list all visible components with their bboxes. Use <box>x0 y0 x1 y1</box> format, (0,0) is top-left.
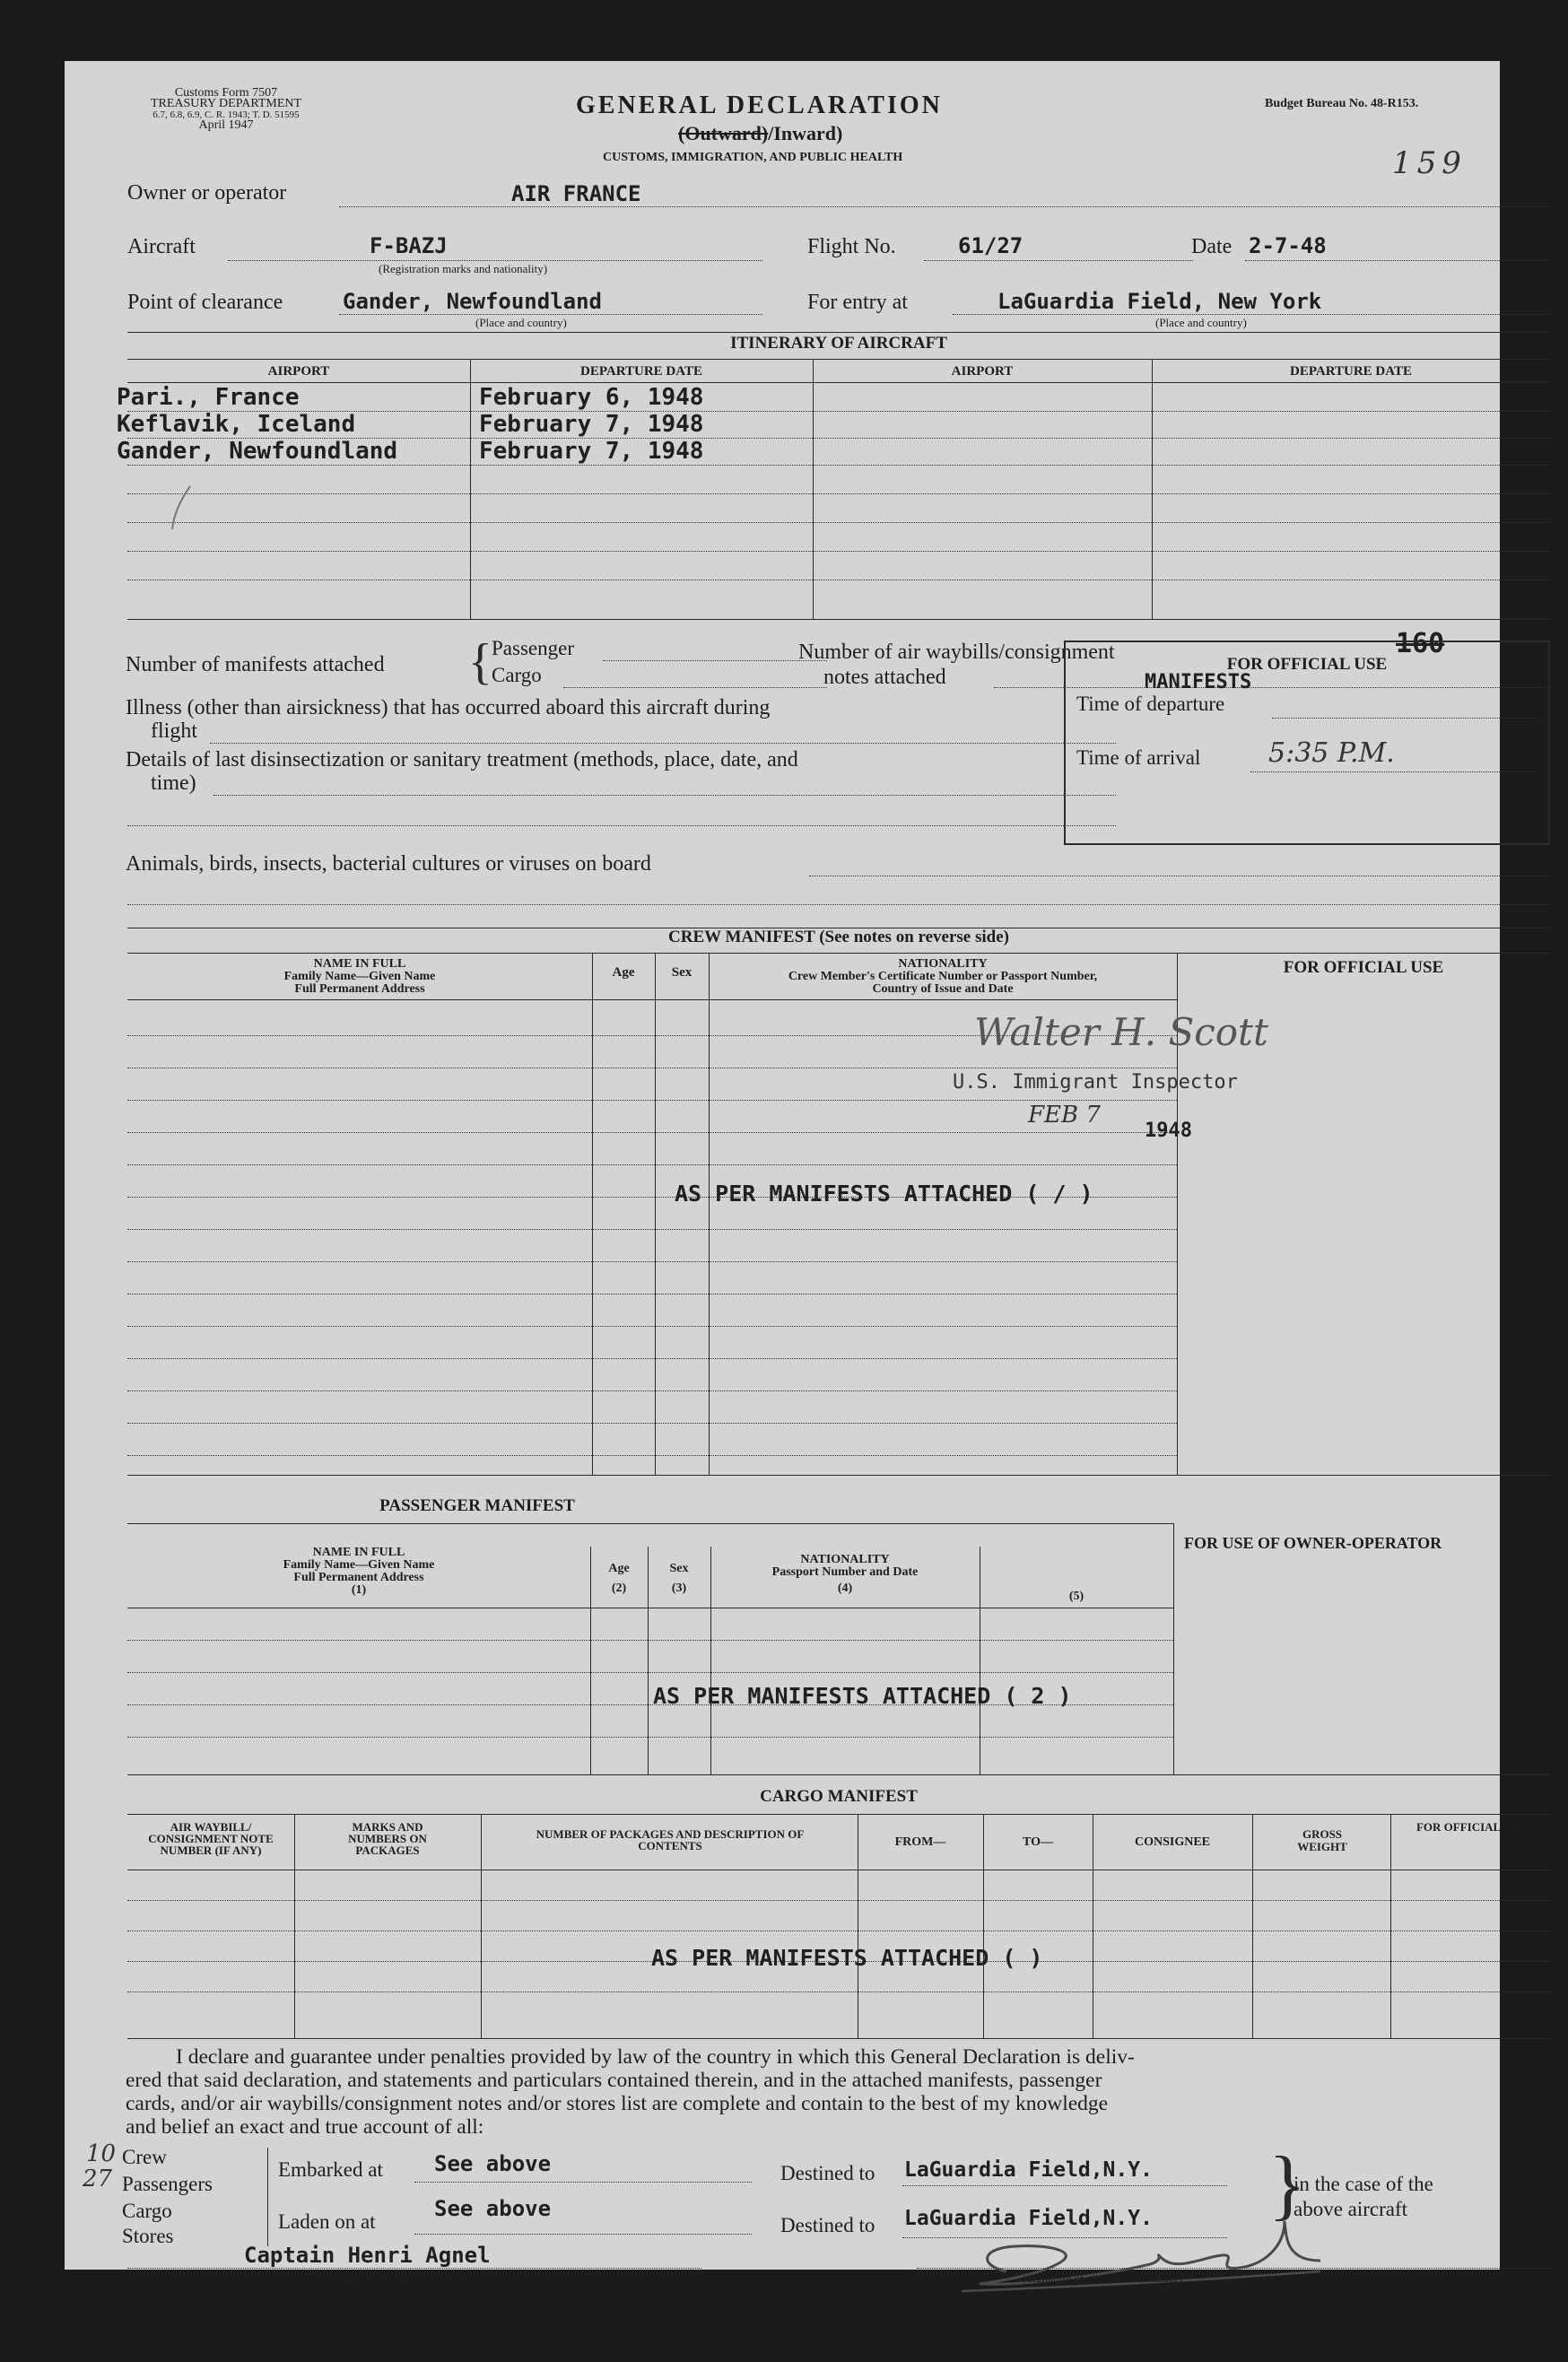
signature-caption: (Signature of aircraft commander) <box>1023 2271 1182 2285</box>
itinerary-header: AIRPORT <box>951 364 1014 379</box>
clearance-caption: (Place and country) <box>475 316 567 329</box>
itinerary-date: February 7, 1948 <box>479 438 704 465</box>
stamp-year: 1948 <box>1145 1120 1192 1142</box>
passenger-bottom-rule <box>127 1774 1550 1775</box>
cargo-title: CARGO MANIFEST <box>760 1787 918 1806</box>
crew-nat-header-line: Crew Member's Certificate Number or Passport Number, <box>788 970 1098 983</box>
counts-bracket <box>267 2148 268 2246</box>
declaration-text: I declare and guarantee under penalties provided by law of the country in which this General Declaration is deliv- <box>176 2045 1135 2069</box>
cargo-header: MARKS AND NUMBERS ON PACKAGES <box>348 1820 427 1857</box>
crew-row-rule <box>127 1100 1177 1101</box>
passenger-divider <box>1173 1523 1174 1774</box>
itinerary-bottom-rule <box>127 619 1550 620</box>
crew-label: Crew <box>122 2146 167 2168</box>
cargo-header: CONSIGNEE <box>1134 1835 1211 1849</box>
itinerary-row-rule <box>127 551 1550 552</box>
cargo-bottom-rule <box>127 2038 1550 2039</box>
passenger-nationality-header <box>710 1554 980 1595</box>
struck-number: 160 <box>1396 628 1445 659</box>
aircraft-caption: (Registration marks and nationality) <box>379 262 548 275</box>
itinerary-airport: Keflavik, Iceland <box>117 411 356 438</box>
owner-operator-header: FOR USE OF OWNER-OPERATOR <box>1184 1534 1442 1552</box>
destined-label: Destined to <box>780 2214 875 2236</box>
destined-value: LaGuardia Field,N.Y. <box>904 2207 1153 2230</box>
passenger-row-rule <box>127 1640 1173 1641</box>
passenger-count: 27 <box>83 2166 113 2192</box>
crew-columns-rule <box>127 999 1177 1000</box>
crew-nat-header-line: Country of Issue and Date <box>872 982 1014 996</box>
cargo-divider <box>481 1814 482 2038</box>
aircraft-value: F-BAZJ <box>370 233 448 258</box>
stamp-date: FEB 7 <box>1028 1102 1101 1129</box>
crew-row-rule <box>127 1326 1177 1327</box>
crew-row-rule <box>127 1261 1177 1262</box>
flight-line <box>924 260 1193 261</box>
arrival-line <box>1250 771 1538 772</box>
itinerary-date: February 7, 1948 <box>479 411 704 438</box>
flight-value: 61/27 <box>958 233 1024 258</box>
passenger-header-rule <box>127 1523 1173 1524</box>
crew-nationality-header <box>709 958 1177 996</box>
itinerary-row-rule <box>127 465 1550 466</box>
entry-caption: (Place and country) <box>1155 316 1247 329</box>
itinerary-title: ITINERARY OF AIRCRAFT <box>730 334 947 353</box>
destined-line <box>902 2185 1227 2186</box>
declaration-text: ered that said declaration, and statements and particulars contained therein, and in the attached manifests, passenger <box>126 2069 1102 2092</box>
inspector-signature: Walter H. Scott <box>974 1010 1268 1054</box>
passenger-age-header <box>590 1559 648 1599</box>
cargo-divider <box>294 1814 295 2038</box>
animals-question: Animals, birds, insects, bacterial cultures or viruses on board <box>126 852 651 876</box>
entry-value: LaGuardia Field, New York <box>997 289 1322 314</box>
disinsect-line <box>213 795 1116 796</box>
date-value: 2-7-48 <box>1249 233 1327 258</box>
passenger-name-header <box>127 1547 590 1597</box>
passenger-row-rule <box>127 1737 1173 1738</box>
crew-bottom-rule <box>127 1475 1550 1476</box>
cargo-header: FOR OFFICIAL USE <box>1416 1820 1527 1834</box>
declaration-text: and belief an exact and true account of all: <box>126 2115 484 2139</box>
destined-value: LaGuardia Field,N.Y. <box>904 2158 1153 2182</box>
laden-line <box>414 2234 752 2235</box>
itinerary-airport: Gander, Newfoundland <box>117 438 398 465</box>
crew-divider <box>709 953 710 1475</box>
page-number: 159 <box>1392 145 1467 181</box>
manifests-brace: { <box>468 634 492 690</box>
destination-brace: } <box>1268 2141 1307 2228</box>
cargo-header: FROM— <box>894 1835 946 1849</box>
cargo-divider <box>1390 1814 1391 2038</box>
date-line <box>1245 260 1550 261</box>
crew-row-rule <box>127 1229 1177 1230</box>
crew-row-rule <box>127 1455 1177 1456</box>
crew-header-rule <box>127 953 1550 954</box>
crew-divider <box>592 953 593 1475</box>
crew-name-header <box>127 958 592 996</box>
case-note: in the case of the <box>1294 2173 1433 2195</box>
crew-note: (See notes on reverse side) <box>819 928 1009 946</box>
itinerary-header: DEPARTURE DATE <box>579 364 702 379</box>
embarked-value: See above <box>434 2151 552 2176</box>
form-subtitle <box>678 122 842 145</box>
crew-row-rule <box>127 1164 1177 1165</box>
cargo-per-manifests: AS PER MANIFESTS ATTACHED ( ) <box>651 1945 1043 1971</box>
departure-line <box>1272 718 1538 719</box>
entry-line <box>953 314 1550 315</box>
arrival-time: 5:35 P.M. <box>1268 737 1395 769</box>
passenger-sex-header <box>648 1559 710 1599</box>
declaration-text: cards, and/or air waybills/consignment notes and/or stores list are complete and contain to the best of my knowledge <box>126 2092 1109 2115</box>
passenger-nat-header-line: Passport Number and Date <box>771 1565 919 1579</box>
itinerary-top-rule <box>127 332 1550 333</box>
cargo-header: AIR WAYBILL/ CONSIGNMENT NOTE NUMBER (IF ANY) <box>148 1820 274 1857</box>
subtitle-struck: (Outward) <box>678 122 769 144</box>
passenger-label: Passenger <box>492 637 574 659</box>
departure-label: Time of departure <box>1076 693 1225 715</box>
itinerary-header: AIRPORT <box>267 364 330 379</box>
form-title: GENERAL DECLARATION <box>576 92 943 119</box>
passenger-title: PASSENGER MANIFEST <box>379 1496 575 1515</box>
cargo-line <box>563 687 827 688</box>
illness-question: flight <box>151 719 197 743</box>
animals-line <box>127 904 1550 905</box>
disinsect-question: time) <box>151 771 196 795</box>
cargo-divider <box>1252 1814 1253 2038</box>
budget-number: Budget Bureau No. 48-R153. <box>1265 97 1419 110</box>
itinerary-date: February 6, 1948 <box>479 384 704 411</box>
crew-sex-header: Sex <box>671 965 693 980</box>
waybills-label: notes attached <box>823 666 946 689</box>
commander-caption: (Name of aircraft commander) <box>332 2271 475 2285</box>
subtitle-rest: /Inward) <box>768 122 843 144</box>
crew-official-header: FOR OFFICIAL USE <box>1283 958 1444 977</box>
declaration-form <box>65 61 1527 2285</box>
disinsect-line <box>127 825 1116 826</box>
form-line: Customs Form 7507 <box>174 86 278 100</box>
itinerary-header-rule <box>127 359 1550 360</box>
official-use-title: FOR OFFICIAL USE <box>1226 655 1388 674</box>
passengers-label: Passengers <box>122 2173 213 2195</box>
form-line: 6.7, 6.8, 6.9, C. R. 1943; T. D. 51595 <box>152 109 300 120</box>
itinerary-row-rule <box>127 382 1550 383</box>
form-subheading: CUSTOMS, IMMIGRATION, AND PUBLIC HEALTH <box>603 151 903 164</box>
illness-line <box>210 743 1116 744</box>
owner-label: Owner or operator <box>127 181 287 205</box>
form-line: April 1947 <box>198 118 254 132</box>
case-note: above aircraft <box>1294 2198 1408 2220</box>
passenger-sex-label: Sex <box>669 1562 689 1575</box>
cargo-header: GROSS WEIGHT <box>1297 1827 1347 1853</box>
itinerary-row-rule <box>127 493 1550 494</box>
manifests-stamp: MANIFESTS <box>1145 671 1252 693</box>
owner-value: AIR FRANCE <box>511 181 641 206</box>
form-line: TREASURY DEPARTMENT <box>150 97 302 110</box>
passenger-line <box>603 660 827 661</box>
passenger-row-rule <box>127 1672 1173 1673</box>
aircraft-label: Aircraft <box>127 235 196 258</box>
commander-line <box>127 2268 701 2269</box>
passenger-name-header-line: NAME IN FULL <box>312 1546 405 1559</box>
arrival-label: Time of arrival <box>1076 746 1201 769</box>
crew-row-rule <box>127 1390 1177 1391</box>
crew-divider <box>655 953 656 1475</box>
crew-row-rule <box>127 1132 1177 1133</box>
crew-per-manifests: AS PER MANIFESTS ATTACHED ( / ) <box>675 1181 1093 1207</box>
cargo-header: NUMBER OF PACKAGES AND DESCRIPTION OF CONTENTS <box>536 1827 805 1852</box>
manifests-label: Number of manifests attached <box>126 653 385 676</box>
embarked-label: Embarked at <box>278 2158 383 2181</box>
passenger-per-manifests: AS PER MANIFESTS ATTACHED ( 2 ) <box>653 1683 1072 1709</box>
aircraft-line <box>228 260 762 261</box>
laden-label: Laden on at <box>278 2210 376 2233</box>
destined-label: Destined to <box>780 2162 875 2184</box>
passenger-name-header-line: Family Name—Given Name <box>283 1558 435 1572</box>
flight-label: Flight No. <box>807 235 896 258</box>
commander-name: Captain Henri Agnel <box>244 2243 491 2268</box>
disinsect-question: Details of last disinsectization or sanitary treatment (methods, place, date, and <box>126 748 798 771</box>
clearance-line <box>339 314 762 315</box>
print-code: c6—16—52255-1 <box>1353 2271 1425 2282</box>
illness-question: Illness (other than airsickness) that has occurred aboard this aircraft during <box>126 696 771 719</box>
official-use-box <box>1064 641 1550 845</box>
pencil-mark <box>163 483 199 533</box>
crew-nat-header-line: NATIONALITY <box>898 957 988 971</box>
passenger-col5-header: (5) <box>1068 1590 1085 1603</box>
crew-name-header-line: Family Name—Given Name <box>283 970 436 983</box>
crew-row-rule <box>127 1423 1177 1424</box>
crew-age-header: Age <box>612 965 635 980</box>
passenger-age-label: Age <box>608 1562 630 1575</box>
itinerary-airport: Pari., France <box>117 384 300 411</box>
stores-label: Stores <box>122 2225 174 2247</box>
cargo-header: TO— <box>1023 1835 1053 1849</box>
embarked-line <box>414 2182 752 2183</box>
laden-value: See above <box>434 2196 552 2221</box>
passenger-age-number: (2) <box>611 1582 627 1595</box>
crew-name-header-line: Full Permanent Address <box>294 982 425 996</box>
form-number <box>109 88 343 131</box>
date-label: Date <box>1191 235 1233 258</box>
itinerary-header: DEPARTURE DATE <box>1289 364 1412 379</box>
cargo-header-rule <box>127 1814 1550 1815</box>
itinerary-row-rule <box>127 522 1550 523</box>
passenger-name-header-line: (1) <box>351 1583 367 1597</box>
passenger-sex-number: (3) <box>671 1582 687 1595</box>
crew-title-text: CREW MANIFEST <box>668 928 815 946</box>
entry-label: For entry at <box>807 291 908 314</box>
crew-name-header-line: NAME IN FULL <box>313 957 406 971</box>
passenger-nat-header-line: (4) <box>837 1582 853 1595</box>
passenger-nat-header-line: NATIONALITY <box>800 1553 890 1566</box>
inspector-title: U.S. Immigrant Inspector <box>953 1071 1238 1094</box>
clearance-label: Point of clearance <box>127 291 283 314</box>
crew-row-rule <box>127 1358 1177 1359</box>
clearance-value: Gander, Newfoundland <box>343 289 602 314</box>
commander-signature <box>944 2209 1446 2302</box>
crew-count: 10 <box>86 2140 117 2167</box>
owner-line <box>339 206 1550 207</box>
crew-title <box>127 928 1550 947</box>
waybills-label: Number of air waybills/consignment <box>798 641 1115 664</box>
cargo-count-label: Cargo <box>122 2200 172 2222</box>
passenger-name-header-line: Full Permanent Address <box>293 1571 424 1584</box>
cargo-row-rule <box>127 1900 1550 1901</box>
cargo-label: Cargo <box>492 664 542 686</box>
